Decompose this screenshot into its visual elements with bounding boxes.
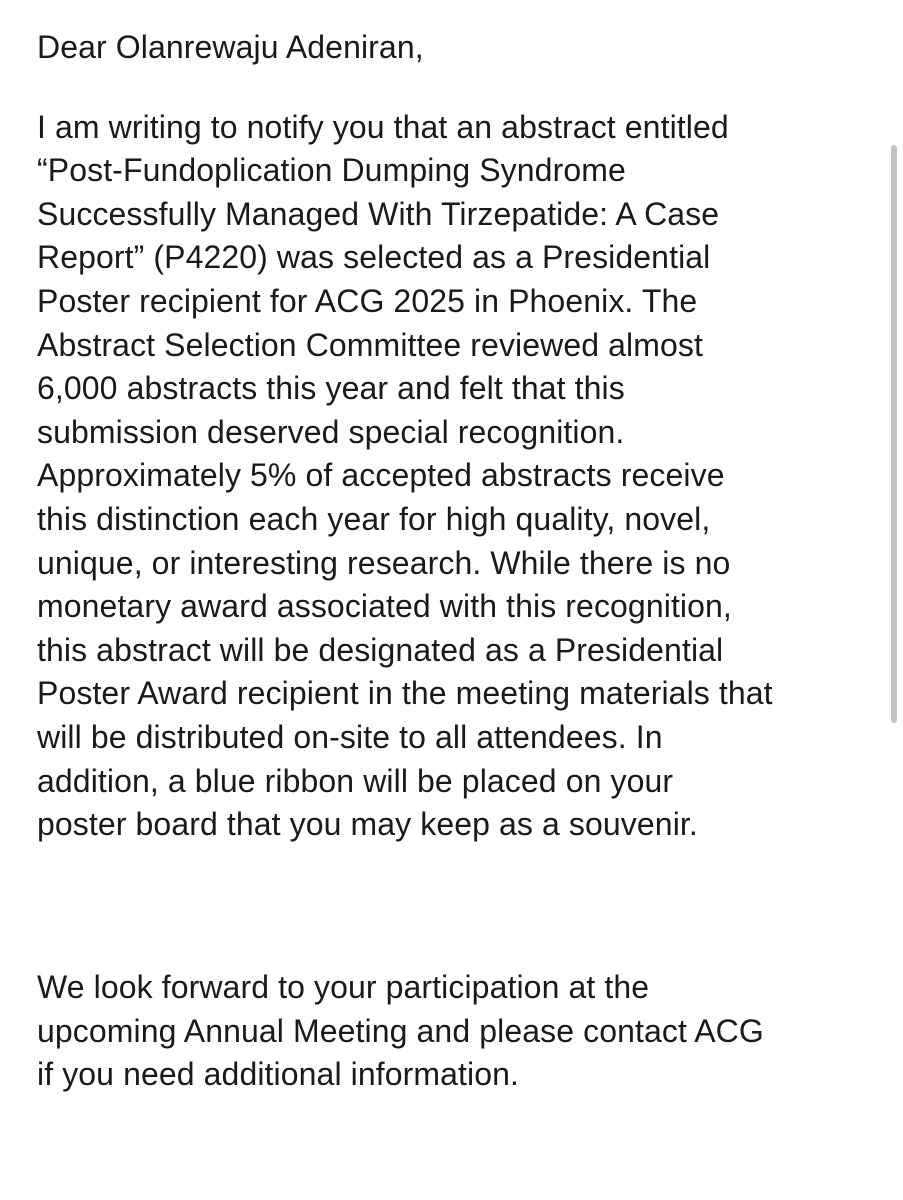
paragraph-line: this distinction each year for high quality, novel, [37,500,711,537]
email-body [37,26,887,1093]
paragraph-line: monetary award associated with this recognition, [37,588,732,625]
paragraph-line: this abstract will be designated as a Presidential [37,631,724,668]
paragraph-line: 6,000 abstracts this year and felt that this [37,370,625,407]
paragraph-line: Report” (P4220) was selected as a Presidential [37,239,711,276]
paragraph-line: Approximately 5% of accepted abstracts receive [37,457,725,494]
email-greeting: Dear Olanrewaju Adeniran, [37,29,424,65]
award-notification-paragraph [37,106,887,847]
paragraph-line: if you need additional information. [37,1056,520,1093]
paragraph-line: poster board that you may keep as a souvenir. [37,806,698,843]
closing-paragraph [37,966,764,1097]
paragraph-line: We look forward to your participation at the [37,969,650,1005]
paragraph-line: will be distributed on-site to all attendees. In [37,718,663,755]
paragraph-line: Poster recipient for ACG 2025 in Phoenix. The [37,282,698,319]
paragraph-line: unique, or interesting research. While there is no [37,544,731,581]
paragraph-line: Poster Award recipient in the meeting materials that [37,675,773,712]
paragraph-line: submission deserved special recognition. [37,413,625,450]
paragraph-line: Successfully Managed With Tirzepatide: A Case [37,195,720,232]
paragraph-line: Abstract Selection Committee reviewed almost [37,326,703,363]
vertical-scrollbar[interactable] [891,145,897,723]
paragraph-line: addition, a blue ribbon will be placed on your [37,762,674,799]
paragraph-line: I am writing to notify you that an abstract entitled [37,108,729,145]
paragraph-line: upcoming Annual Meeting and please contact ACG [37,1012,764,1049]
paragraph-line: “Post-Fundoplication Dumping Syndrome [37,152,626,189]
